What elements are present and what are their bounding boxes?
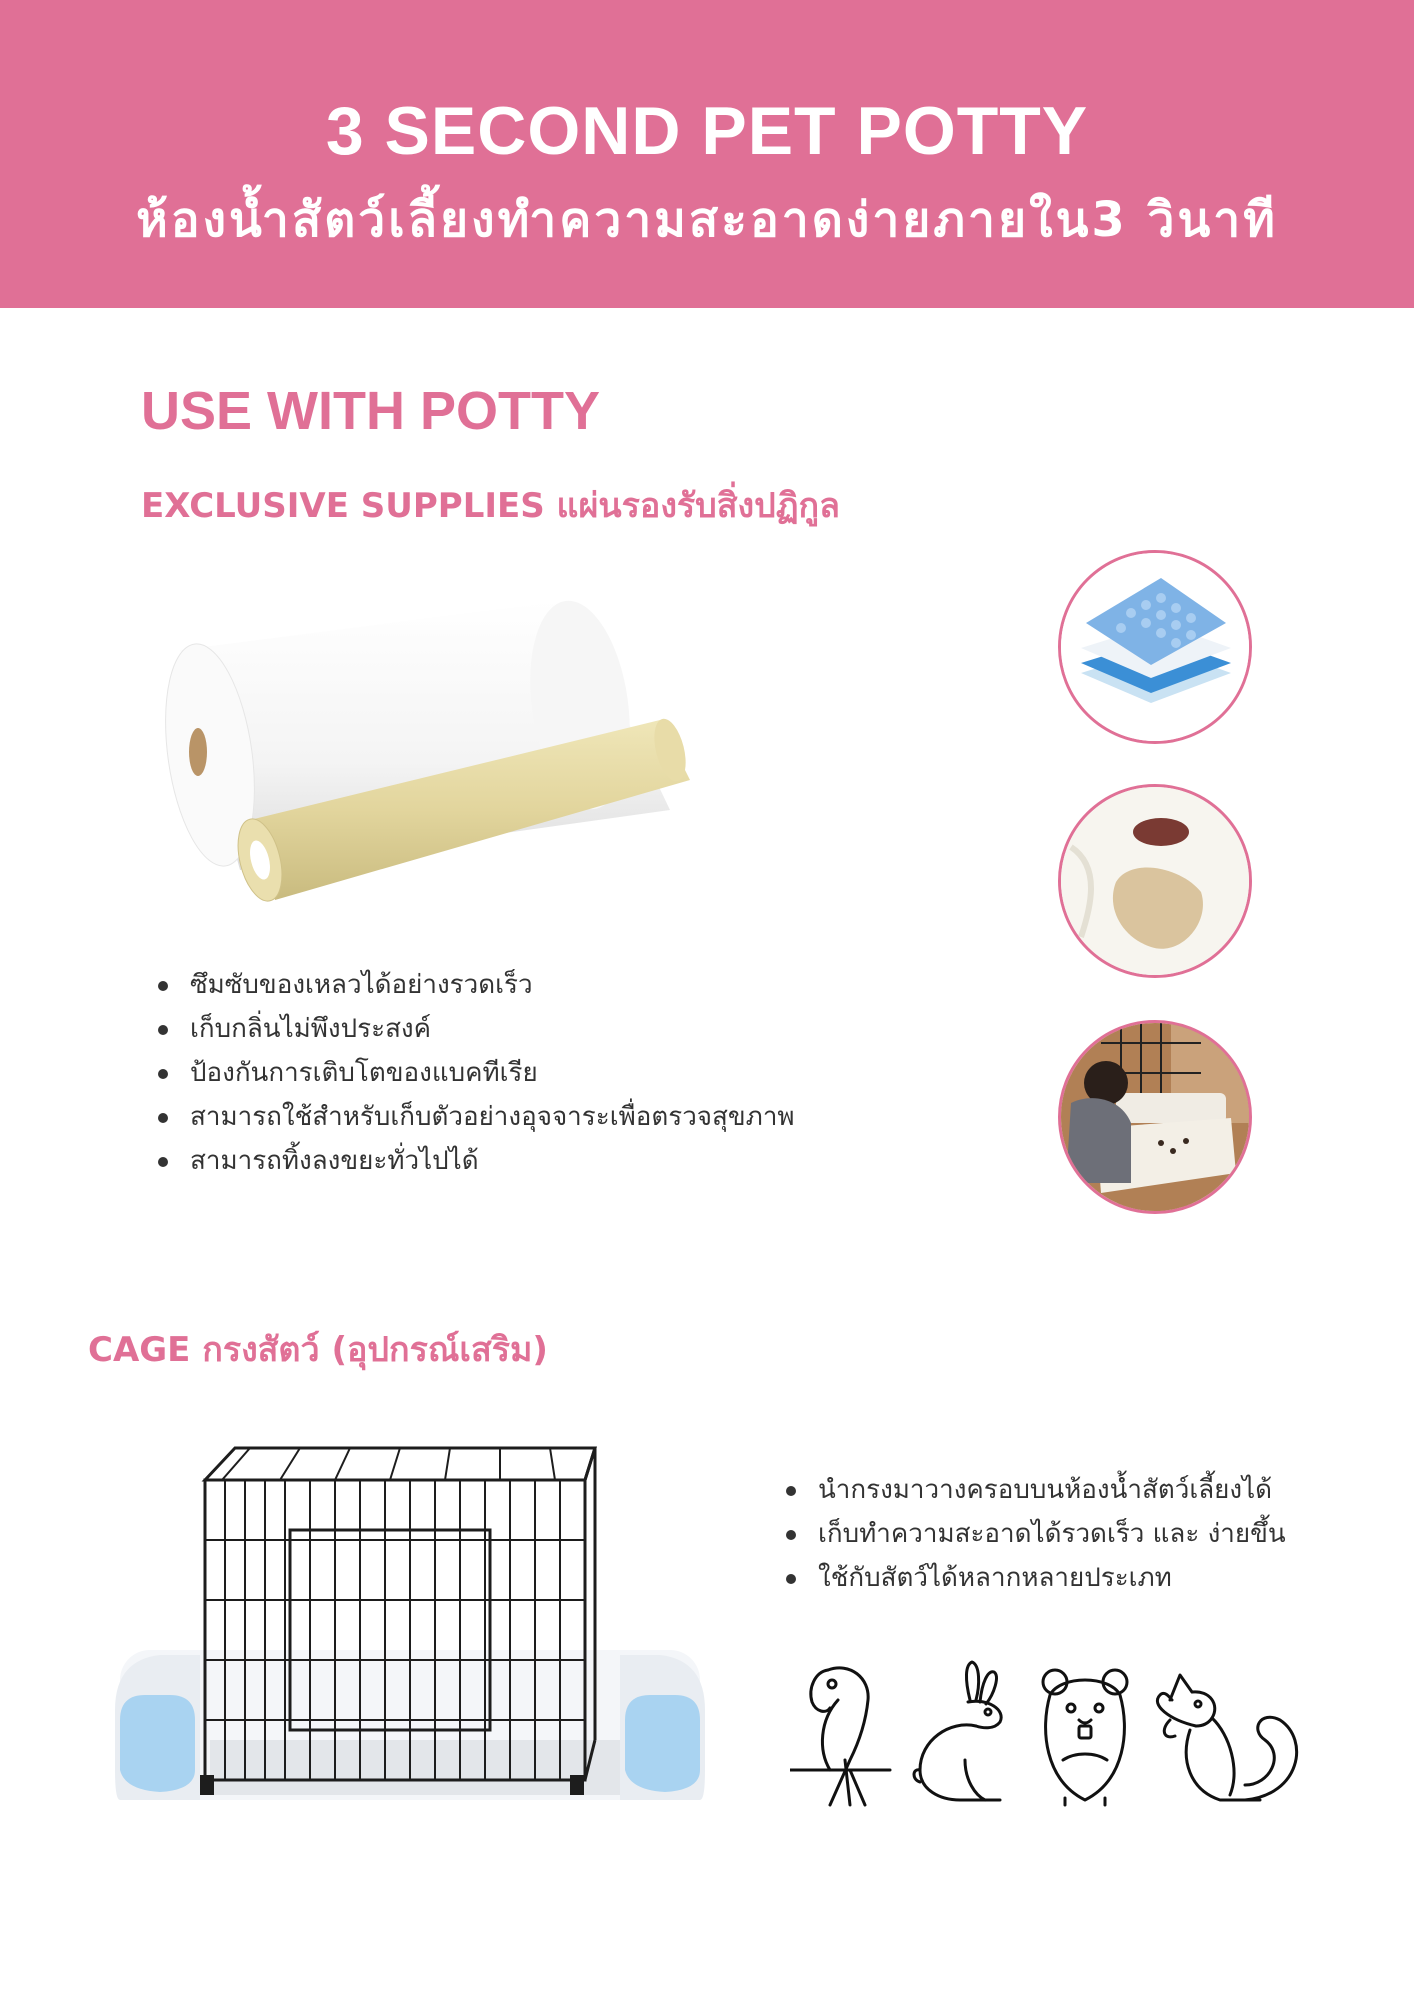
cage-feature-list bbox=[782, 1470, 1286, 1602]
header-banner bbox=[0, 0, 1414, 308]
section-heading-cage: CAGE กรงสัตว์ (อุปกรณ์เสริม) bbox=[88, 1330, 548, 1370]
cage-product-image bbox=[100, 1440, 720, 1820]
list-item: สามารถใช้สำหรับเก็บตัวอย่างอุจจาระเพื่อตรวจสุขภาพ bbox=[154, 1097, 795, 1141]
pad-layers-photo bbox=[1058, 550, 1252, 744]
usage-photo bbox=[1058, 1020, 1252, 1214]
squirrel-icon bbox=[1157, 1675, 1296, 1800]
supplies-feature-list bbox=[154, 965, 795, 1185]
list-item: เก็บกลิ่นไม่พึงประสงค์ bbox=[154, 1009, 795, 1053]
list-item: ซึมซับของเหลวได้อย่างรวดเร็ว bbox=[154, 965, 795, 1009]
section-subheading-supplies: EXCLUSIVE SUPPLIES แผ่นรองรับสิ่งปฏิกูล bbox=[141, 486, 840, 526]
list-item: ป้องกันการเติบโตของแบคทีเรีย bbox=[154, 1053, 795, 1097]
list-item: สามารถทิ้งลงขยะทั่วไปได้ bbox=[154, 1141, 795, 1185]
hamster-icon bbox=[1043, 1670, 1127, 1805]
rabbit-icon bbox=[914, 1662, 1001, 1800]
page-title: 3 SECOND PET POTTY bbox=[325, 93, 1089, 169]
list-item: นำกรงมาวางครอบบนห้องน้ำสัตว์เลี้ยงได้ bbox=[782, 1470, 1286, 1514]
supply-rolls-image bbox=[150, 580, 690, 930]
parrot-icon bbox=[790, 1668, 890, 1805]
list-item: เก็บทำความสะอาดได้รวดเร็ว และ ง่ายขึ้น bbox=[782, 1514, 1286, 1558]
list-item: ใช้กับสัตว์ได้หลากหลายประเภท bbox=[782, 1558, 1286, 1602]
section-heading-use-with-potty: USE WITH POTTY bbox=[141, 381, 600, 441]
absorbency-photo bbox=[1058, 784, 1252, 978]
page-subtitle: ห้องน้ำสัตว์เลี้ยงทำความสะอาดง่ายภายใน3 วินาที bbox=[136, 192, 1278, 248]
animal-icons bbox=[790, 1660, 1310, 1810]
